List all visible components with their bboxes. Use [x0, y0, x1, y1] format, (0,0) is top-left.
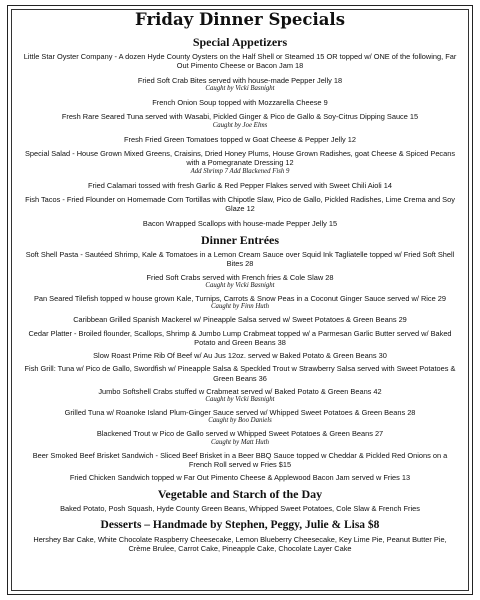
menu-item — [22, 135, 458, 144]
menu-item — [22, 181, 458, 190]
menu-item — [22, 98, 458, 107]
menu-item — [22, 473, 458, 482]
menu-item-text: Fish Tacos - Fried Flounder on Homemade Corn Tortillas with Chipotle Slaw, Pico de Gallo, Pickled Radishes, Lime Crema and Soy Glaze 12 — [25, 195, 455, 214]
menu-item-note: Caught by Vicki Basnight — [205, 396, 275, 404]
menu-item — [22, 451, 458, 469]
menu-item-text: Cedar Platter - Broiled flounder, Scallops, Shrimp & Jumbo Lump Crabmeat topped w/ a Parmesan Garlic Butter served w/ Baked Potato and Green Beans 38 — [28, 328, 452, 347]
menu-item-text: Pan Seared Tilefish topped w house grown Kale, Turnips, Carrots & Snow Peas in a Coconut Ginger Sauce served w/ Rice 29 — [33, 293, 447, 303]
menu-item — [22, 351, 458, 360]
appetizer-list — [22, 52, 458, 228]
menu-item-text: Grilled Tuna w/ Roanoke Island Plum-Ginger Sauce served w/ Whipped Sweet Potatoes & Green Beans 28 — [64, 408, 416, 418]
menu-item-text: Slow Roast Prime Rib Of Beef w/ Au Jus 12oz. served w Baked Potato & Green Beans 30 — [93, 351, 387, 361]
menu-item-text: Bacon Wrapped Scallops with house-made Pepper Jelly 15 — [142, 218, 338, 228]
menu-item — [22, 429, 458, 446]
entrees-section — [22, 233, 458, 482]
menu-item — [22, 76, 458, 93]
menu-item-text: Caribbean Grilled Spanish Mackerel w/ Pineapple Salsa served w/ Sweet Potatoes & Green Beans 29 — [73, 315, 407, 325]
menu-item-note: Add Shrimp 7 Add Blackened Fish 9 — [190, 167, 290, 175]
page-title: Friday Dinner Specials — [135, 10, 345, 29]
menu-item-text: Fresh Fried Green Tomatoes topped w Goat Cheese & Pepper Jelly 12 — [124, 134, 356, 144]
desserts-section — [22, 518, 458, 553]
desserts-text: Hershey Bar Cake, White Chocolate Raspberry Cheesecake, Lemon Blueberry Cheesecake, Key Lime Pie, Peanut Butter Pie, Crème Brulee, Carrot Cake, Pineapple Cake, Chocolate Layer Cake — [33, 534, 447, 554]
menu-item — [22, 408, 458, 425]
appetizers-heading: Special Appetizers — [192, 35, 288, 49]
menu-item-text: Fresh Rare Seared Tuna served with Wasabi, Pickled Ginger & Pico de Gallo & Soy-Citrus Dipping Sauce 15 — [61, 112, 419, 122]
menu-item-text: Jumbo Softshell Crabs stuffed w Crabmeat served w/ Baked Potato & Green Beans 42 — [98, 386, 382, 396]
menu-item-text: Fried Soft Crabs served with French fries & Cole Slaw 28 — [146, 272, 334, 282]
menu-item-text: French Onion Soup topped with Mozzarella Cheese 9 — [152, 97, 328, 107]
menu-item-note: Caught by Vicki Basnight — [205, 281, 275, 289]
menu-item — [22, 273, 458, 290]
menu-item-note: Caught by Matt Huth — [211, 438, 269, 446]
menu-item-text: Blackened Trout w Pico de Gallo served w Whipped Sweet Potatoes & Green Beans 27 — [96, 429, 384, 439]
menu-item — [22, 219, 458, 228]
menu-item — [22, 329, 458, 347]
menu-item — [22, 315, 458, 324]
sides-heading: Vegetable and Starch of the Day — [157, 486, 323, 501]
menu-item-text: Fish Grill: Tuna w/ Pico de Gallo, Swordfish w/ Pineapple Salsa & Speckled Trout w Strawberry Salsa served with Sweet Potatoes & Green Beans 36 — [24, 364, 456, 383]
menu-item — [22, 364, 458, 382]
sides-text: Baked Potato, Posh Squash, Hyde County Green Beans, Whipped Sweet Potatoes, Cole Slaw & French Fries — [60, 503, 420, 513]
menu-item — [22, 52, 458, 70]
menu-item — [22, 294, 458, 311]
entree-list — [22, 250, 458, 482]
menu-item — [22, 195, 458, 213]
menu-item-text: Soft Shell Pasta - Sautéed Shrimp, Kale & Tomatoes in a Lemon Cream Sauce over Squid Ink Tagliatelle topped w/ Fried Soft Shell Bites 28 — [25, 250, 455, 269]
appetizers-section — [22, 35, 458, 228]
menu-item-note: Caught by Boo Daniels — [208, 417, 272, 425]
menu-item-note: Caught by Finn Huth — [211, 303, 269, 311]
desserts-heading: Desserts – Handmade by Stephen, Peggy, Julie & Lisa $8 — [100, 518, 380, 531]
menu-item-text: Beer Smoked Beef Brisket Sandwich - Sliced Beef Brisket in a Beer BBQ Sauce topped w Cheddar & Pickled Red Onions on a French Roll served w Fries $15 — [32, 450, 448, 469]
menu-item — [22, 250, 458, 268]
menu-content — [22, 10, 458, 555]
menu-item-text: Fried Calamari tossed with fresh Garlic & Red Pepper Flakes served with Sweet Chili Aioli 14 — [88, 180, 392, 190]
entrees-heading: Dinner Entrées — [200, 233, 280, 248]
menu-item-note: Caught by Vicki Basnight — [205, 84, 275, 92]
menu-item-note: Caught by Joe Elms — [212, 121, 268, 129]
menu-item — [22, 149, 458, 175]
menu-item-text: Fried Soft Crab Bites served with house-made Pepper Jelly 18 — [137, 75, 343, 85]
menu-item-text: Fried Chicken Sandwich topped w Far Out Pimento Cheese & Applewood Bacon Jam served w Fries 13 — [69, 473, 411, 483]
menu-item — [22, 112, 458, 129]
menu-item — [22, 387, 458, 404]
menu-item-text: Little Star Oyster Company - A dozen Hyde County Oysters on the Half Shell or Steamed 15 OR topped w/ ONE of the following, Far Out Pimento Cheese or Bacon Jam 18 — [23, 52, 457, 71]
menu-item-text: Special Salad - House Grown Mixed Greens, Craisins, Dried Honey Plums, House Grown Radishes, goat Cheese & Spiced Pecans with a Pomegranate Dressing 12 — [24, 149, 456, 168]
sides-section — [22, 487, 458, 513]
